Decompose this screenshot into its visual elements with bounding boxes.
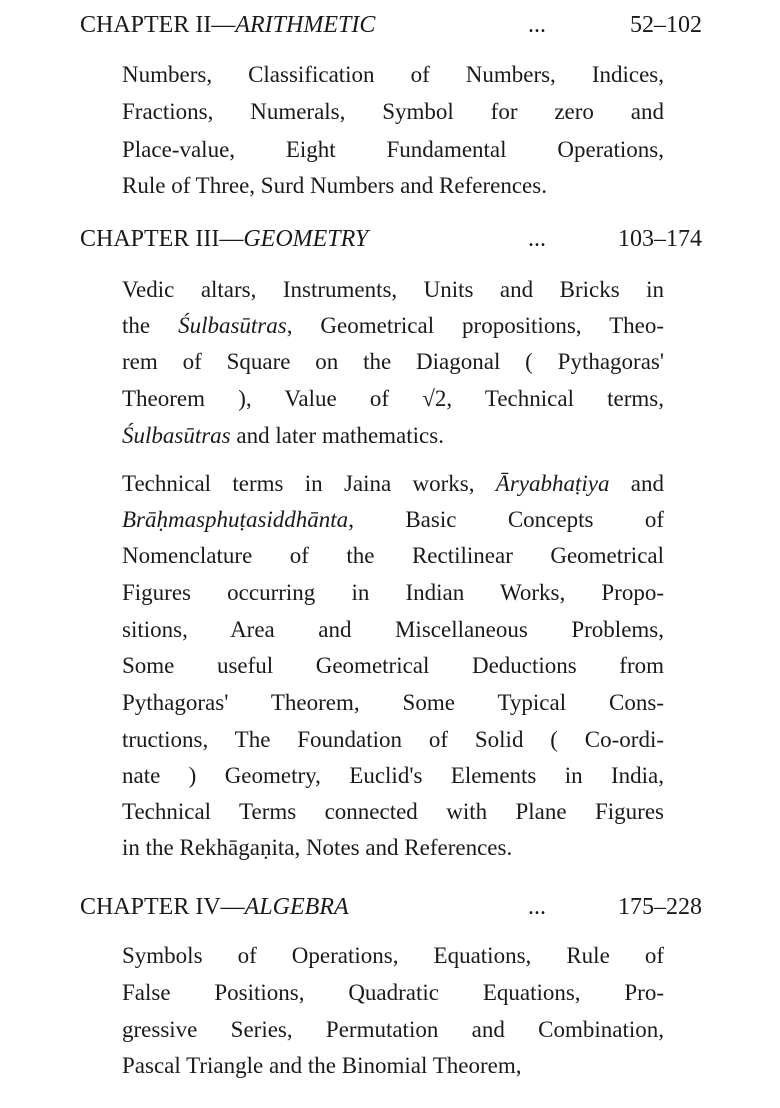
text-line: sitions, Area and Miscellaneous Problems,: [122, 617, 664, 642]
leader-dots: ...: [528, 226, 546, 252]
text-line: Place-value, Eight Fundamental Operations,: [122, 137, 664, 162]
text-line: Rule of Three, Surd Numbers and References.: [122, 173, 547, 198]
text-line: the Śulbasūtras, Geometrical propositions, Theo-: [122, 313, 664, 338]
chapter-subject: ALGEBRA: [244, 894, 349, 920]
text-line: Pascal Triangle and the Binomial Theorem,: [122, 1053, 522, 1078]
text-line: Fractions, Numerals, Symbol for zero and: [122, 99, 664, 124]
text-line: tructions, The Foundation of Solid ( Co-ordi-: [122, 727, 664, 752]
chapter-label: CHAPTER II—: [80, 12, 236, 38]
chapter-subject: GEOMETRY: [243, 226, 369, 252]
text-line: rem of Square on the Diagonal ( Pythagoras': [122, 349, 664, 374]
text-line: Figures occurring in Indian Works, Propo-: [122, 580, 664, 605]
chapter-heading: [80, 226, 702, 256]
text-line: Brāḥmasphuṭasiddhānta, Basic Concepts of: [122, 507, 664, 532]
chapter-title: [80, 12, 375, 39]
text-line: nate ) Geometry, Euclid's Elements in India,: [122, 763, 664, 788]
chapter-subject: ARITHMETIC: [235, 12, 376, 38]
text-line: False Positions, Quadratic Equations, Pro-: [122, 980, 664, 1005]
text-line: Vedic altars, Instruments, Units and Bricks in: [122, 277, 664, 302]
text-line: Technical Terms connected with Plane Figures: [122, 799, 664, 824]
chapter-label: CHAPTER IV—: [80, 894, 245, 920]
text-line: Nomenclature of the Rectilinear Geometrical: [122, 543, 664, 568]
chapter-title: [80, 226, 368, 253]
text-line: Technical terms in Jaina works, Āryabhaṭiya and: [122, 471, 664, 496]
text-line: in the Rekhāgaṇita, Notes and References.: [122, 835, 513, 860]
text-line: Some useful Geometrical Deductions from: [122, 653, 664, 678]
text-line: Numbers, Classification of Numbers, Indices,: [122, 62, 664, 87]
chapter-label: CHAPTER III—: [80, 226, 244, 252]
chapter-title: [80, 894, 349, 921]
text-line: gressive Series, Permutation and Combination,: [122, 1017, 664, 1042]
chapter-heading: [80, 894, 702, 924]
text-line: Theorem ), Value of √2, Technical terms,: [122, 386, 664, 411]
text-line: Śulbasūtras and later mathematics.: [122, 423, 444, 448]
leader-dots: ...: [528, 12, 546, 38]
text-line: Symbols of Operations, Equations, Rule of: [122, 943, 664, 968]
page-range: 175–228: [618, 894, 702, 920]
page-range: 52–102: [630, 12, 702, 38]
page-range: 103–174: [618, 226, 702, 252]
text-line: Pythagoras' Theorem, Some Typical Cons-: [122, 690, 664, 715]
leader-dots: ...: [528, 894, 546, 920]
chapter-heading: [80, 12, 702, 42]
